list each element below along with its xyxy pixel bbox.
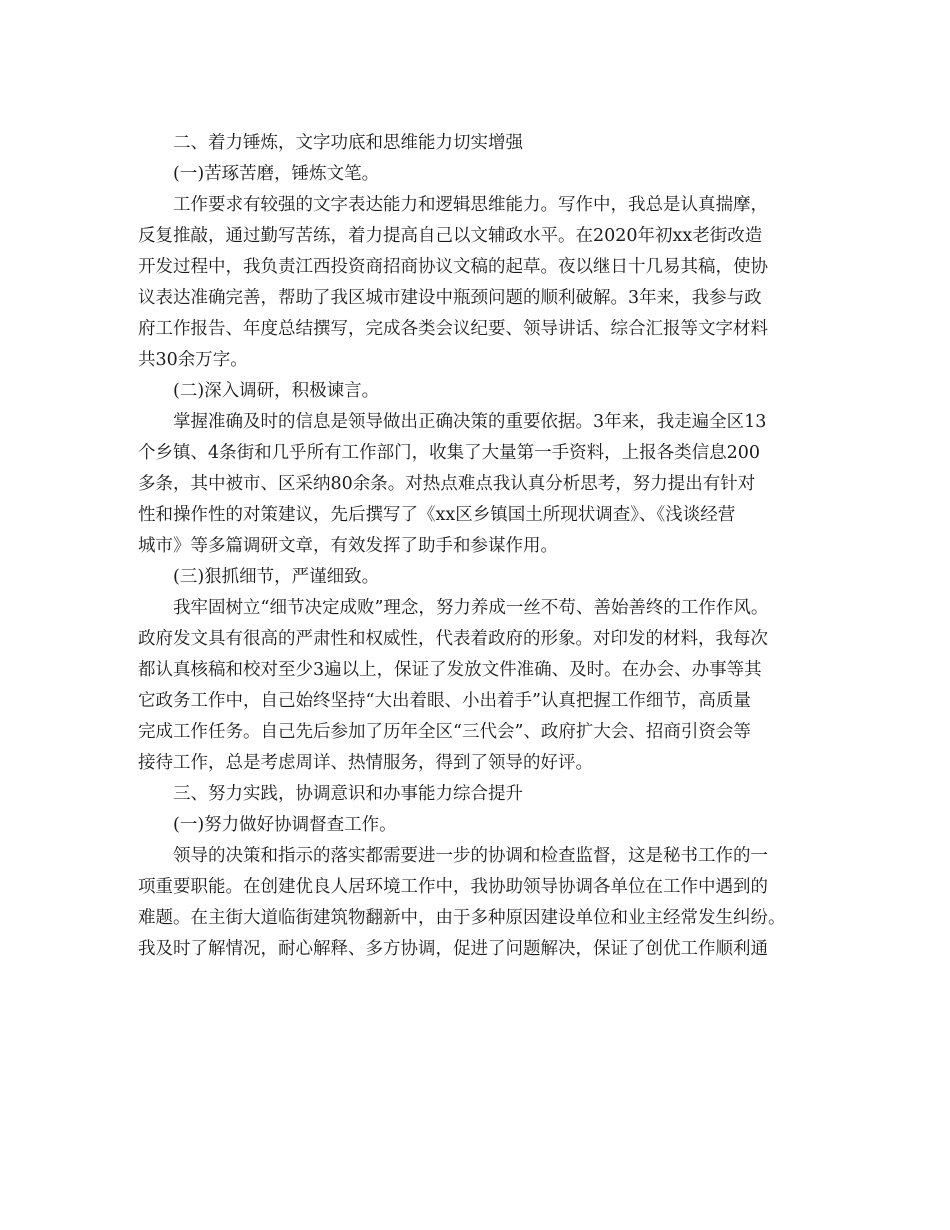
text-line: 性和操作性的对策建议，先后撰写了《xx区乡镇国土所现状调查》、《浅谈经营 bbox=[138, 505, 736, 525]
text-line: (一)苦琢苦磨，锤炼文笔。 bbox=[173, 164, 380, 184]
text-line: 都认真核稿和校对至少3遍以上，保证了发放文件准确、及时。在办会、办事等其 bbox=[138, 660, 762, 680]
text-line: 开发过程中，我负责江西投资商招商协议文稿的起草。夜以继日十几易其稿，使协 bbox=[138, 257, 768, 277]
paragraph bbox=[138, 407, 814, 562]
text-line: 议表达准确完善，帮助了我区城市建设中瓶颈问题的顺利破解。3年来，我参与政 bbox=[138, 288, 762, 308]
text-line: 掌握准确及时的信息是领导做出正确决策的重要依据。3年来，我走遍全区13 bbox=[173, 412, 767, 432]
text-line: 个乡镇、4条街和几乎所有工作部门，收集了大量第一手资料，上报各类信息200 bbox=[138, 443, 761, 463]
paragraph bbox=[138, 159, 814, 190]
text-line: 共30余万字。 bbox=[138, 350, 248, 370]
paragraph bbox=[138, 810, 814, 841]
text-line: 项重要职能。在创建优良人居环境工作中，我协助领导协调各单位在工作中遇到的 bbox=[138, 877, 768, 897]
text-line: 政府发文具有很高的严肃性和权威性，代表着政府的形象。对印发的材料，我每次 bbox=[138, 629, 768, 649]
text-line: 多条，其中被市、区采纳80余条。对热点难点我认真分析思考，努力提出有针对 bbox=[138, 474, 756, 494]
text-line: 接待工作，总是考虑周详、热情服务，得到了领导的好评。 bbox=[138, 753, 593, 773]
text-line: 我牢固树立“细节决定成败”理念，努力养成一丝不苟、善始善终的工作作风。 bbox=[173, 598, 769, 618]
text-line: 我及时了解情况，耐心解释、多方协调，促进了问题解决，保证了创优工作顺利通 bbox=[138, 939, 768, 959]
paragraph bbox=[138, 376, 814, 407]
paragraph bbox=[138, 841, 814, 965]
text-line: 反复推敲，通过勤写苦练，着力提高自己以文辅政水平。在2020年初xx老街改造 bbox=[138, 226, 763, 246]
text-line: 领导的决策和指示的落实都需要进一步的协调和检查监督，这是秘书工作的一 bbox=[173, 846, 768, 866]
text-line: (一)努力做好协调督查工作。 bbox=[173, 815, 397, 835]
text-line: 它政务工作中，自己始终坚持“大出着眼、小出着手”认真把握工作细节，高质量 bbox=[138, 691, 751, 711]
paragraph bbox=[138, 779, 814, 810]
text-line: (三)狠抓细节，严谨细致。 bbox=[173, 567, 380, 587]
text-line: 二、着力锤炼，文字功底和思维能力切实增强 bbox=[173, 133, 523, 153]
text-line: 完成工作任务。自己先后参加了历年全区“三代会”、政府扩大会、招商引资会等 bbox=[138, 722, 751, 742]
paragraph bbox=[138, 128, 814, 159]
text-line: 难题。在主街大道临街建筑物翻新中，由于多种原因建设单位和业主经常发生纠纷。 bbox=[138, 908, 786, 928]
text-line: 府工作报告、年度总结撰写，完成各类会议纪要、领导讲话、综合汇报等文字材料 bbox=[138, 319, 768, 339]
text-line: (二)深入调研，积极谏言。 bbox=[173, 381, 380, 401]
paragraph bbox=[138, 593, 814, 779]
paragraph bbox=[138, 190, 814, 376]
text-line: 三、努力实践，协调意识和办事能力综合提升 bbox=[173, 784, 523, 804]
paragraph bbox=[138, 562, 814, 593]
document-body bbox=[138, 128, 814, 965]
text-line: 工作要求有较强的文字表达能力和逻辑思维能力。写作中，我总是认真揣摩， bbox=[173, 195, 768, 215]
text-line: 城市》等多篇调研文章，有效发挥了助手和参谋作用。 bbox=[138, 536, 558, 556]
